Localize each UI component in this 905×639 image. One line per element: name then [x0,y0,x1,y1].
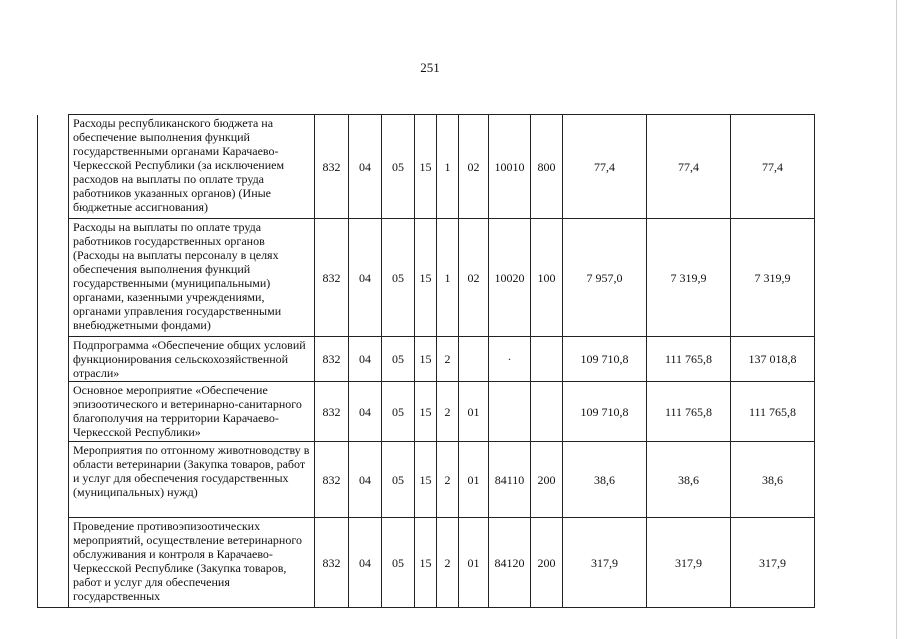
ministry-code-cell: 832 [315,219,349,337]
amount-year-1-cell: 109 710,8 [563,337,647,382]
event-code-cell: 01 [459,442,489,518]
amount-year-2-cell: 38,6 [647,442,731,518]
expense-type-cell [531,337,563,382]
ministry-code-cell: 832 [315,518,349,608]
description-cell: Расходы на выплаты по оплате труда работников государственных органов (Расходы на выплаты персоналу в целях обеспечения выполнения функций государственными (муниципальными) органами, казенными учреждениями, органами управления государственными внебюджетными фондами) [69,219,315,337]
program-code-cell: 15 [415,442,437,518]
amount-year-1-cell: 7 957,0 [563,219,647,337]
direction-code-cell: 84120 [489,518,531,608]
row-number-cell [38,115,69,219]
program-code-cell: 15 [415,382,437,442]
section-code-cell: 04 [349,337,382,382]
subsection-code-cell: 05 [382,442,415,518]
subprogram-code-cell: 2 [437,337,459,382]
table-row [38,219,815,337]
table-row [38,442,815,518]
subsection-code-cell: 05 [382,337,415,382]
program-code-cell: 15 [415,219,437,337]
page-number: 251 [420,60,440,75]
subsection-code-cell: 05 [382,219,415,337]
amount-year-2-cell: 111 765,8 [647,337,731,382]
amount-year-3-cell: 38,6 [731,442,815,518]
event-code-cell: 01 [459,382,489,442]
amount-year-2-cell: 7 319,9 [647,219,731,337]
table-row [38,115,815,219]
program-code-cell: 15 [415,337,437,382]
expense-type-cell: 100 [531,219,563,337]
direction-code-cell [489,382,531,442]
expense-type-cell: 200 [531,518,563,608]
section-code-cell: 04 [349,518,382,608]
table-row [38,382,815,442]
subprogram-code-cell: 2 [437,518,459,608]
subprogram-code-cell: 2 [437,442,459,518]
ministry-code-cell: 832 [315,382,349,442]
amount-year-3-cell: 137 018,8 [731,337,815,382]
expense-type-cell [531,382,563,442]
description-cell: Подпрограмма «Обеспечение общих условий функционирования сельскохозяйственной отрасли» [69,337,315,382]
ministry-code-cell: 832 [315,337,349,382]
section-code-cell: 04 [349,219,382,337]
subprogram-code-cell: 1 [437,219,459,337]
expense-type-cell: 200 [531,442,563,518]
row-number-cell [38,442,69,518]
subprogram-code-cell: 1 [437,115,459,219]
amount-year-2-cell: 77,4 [647,115,731,219]
description-cell: Расходы республиканского бюджета на обеспечение выполнения функций государственными органами Карачаево-Черкесской Республики (за исключением расходов на выплаты по оплате труда работников указанных органов) (Иные бюджетные ассигнования) [69,115,315,219]
event-code-cell [459,337,489,382]
amount-year-1-cell: 109 710,8 [563,382,647,442]
budget-table [37,114,815,608]
section-code-cell: 04 [349,115,382,219]
direction-code-cell: 10020 [489,219,531,337]
section-code-cell: 04 [349,382,382,442]
amount-year-3-cell: 7 319,9 [731,219,815,337]
subsection-code-cell: 05 [382,382,415,442]
ministry-code-cell: 832 [315,442,349,518]
row-number-cell [38,518,69,608]
amount-year-1-cell: 77,4 [563,115,647,219]
description-cell: Проведение противоэпизоотических мероприятий, осуществление ветеринарного обслуживания и контроля в Карачаево-Черкесской Республике (Закупка товаров, работ и услуг для обеспечения государственных [69,518,315,608]
amount-year-3-cell: 77,4 [731,115,815,219]
program-code-cell: 15 [415,518,437,608]
row-number-cell [38,382,69,442]
amount-year-3-cell: 317,9 [731,518,815,608]
subsection-code-cell: 05 [382,115,415,219]
row-number-cell [38,337,69,382]
description-cell: Мероприятия по отгонному животноводству в области ветеринарии (Закупка товаров, работ и услуг для обеспечения государственных (муниципальных) нужд) [69,442,315,518]
page-edge-line [896,0,897,639]
table-row [38,518,815,608]
section-code-cell: 04 [349,442,382,518]
subsection-code-cell: 05 [382,518,415,608]
expense-type-cell: 800 [531,115,563,219]
description-cell: Основное мероприятие «Обеспечение эпизоотического и ветеринарно-санитарного благополучия на территории Карачаево-Черкесской Республики» [69,382,315,442]
amount-year-2-cell: 111 765,8 [647,382,731,442]
subprogram-code-cell: 2 [437,382,459,442]
row-number-cell [38,219,69,337]
ministry-code-cell: 832 [315,115,349,219]
direction-code-cell: · [489,337,531,382]
event-code-cell: 02 [459,219,489,337]
event-code-cell: 02 [459,115,489,219]
table-row [38,337,815,382]
amount-year-2-cell: 317,9 [647,518,731,608]
amount-year-1-cell: 38,6 [563,442,647,518]
program-code-cell: 15 [415,115,437,219]
direction-code-cell: 10010 [489,115,531,219]
direction-code-cell: 84110 [489,442,531,518]
event-code-cell: 01 [459,518,489,608]
amount-year-1-cell: 317,9 [563,518,647,608]
amount-year-3-cell: 111 765,8 [731,382,815,442]
